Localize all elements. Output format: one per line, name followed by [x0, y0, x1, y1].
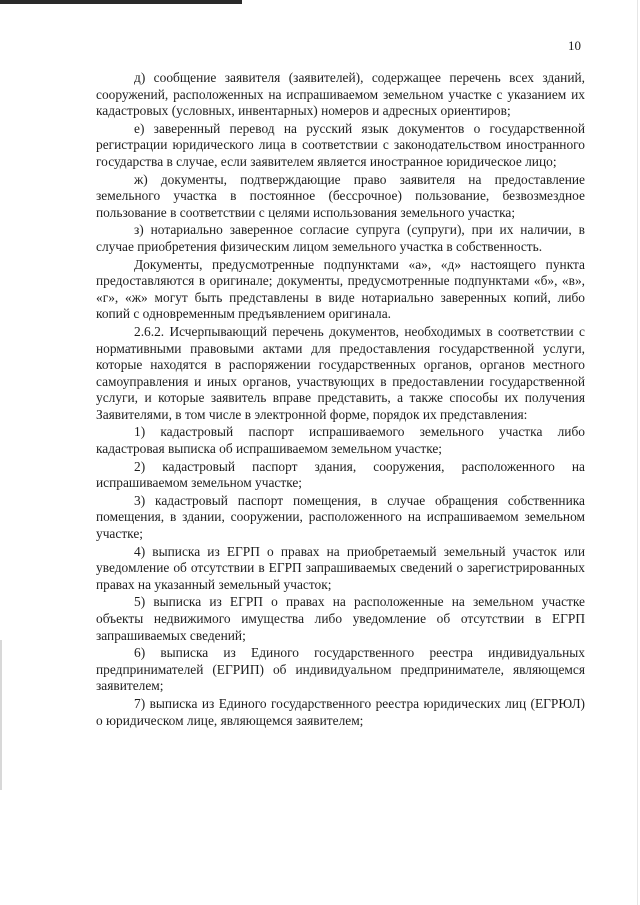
paragraph-d: д) сообщение заявителя (заявителей), содержащее перечень всех зданий, сооружений, расположенных на испрашиваемом земельном участке с указанием их кадастровых (условных, инвентарных) номеров и адресных ориентиров; — [96, 70, 585, 119]
list-item-3: 3) кадастровый паспорт помещения, в случае обращения собственника помещения, в здании, сооружении, расположенного на испрашиваемом земельном участке; — [96, 492, 585, 542]
list-item-1: 1) кадастровый паспорт испрашиваемого земельного участка либо кадастровая выписка об испрашиваемом земельном участке; — [96, 424, 585, 457]
paragraph-documents-note: Документы, предусмотренные подпунктами «а», «д» настоящего пункта предоставляются в оригинале; документы, предусмотренные подпунктами «б», «в», «г», «ж» могут быть представлены в виде нотариально заверенных копий, либо копий с одновременным предъявлением оригинала. — [96, 256, 585, 322]
scan-top-rule — [0, 0, 242, 4]
list-item-6: 6) выписка из Единого государственного реестра индивидуальных предпринимателей (ЕГРИП) об индивидуальном предпринимателе, являющемся заявителем; — [96, 645, 585, 694]
list-item-7: 7) выписка из Единого государственного реестра юридических лиц (ЕГРЮЛ) о юридическом лице, являющемся заявителем; — [96, 695, 585, 728]
list-item-5: 5) выписка из ЕГРП о правах на расположенные на земельном участке объекты недвижимого имущества либо уведомление об отсутствии в ЕГРП запрашиваемых сведений; — [96, 594, 585, 643]
paragraph-e: е) заверенный перевод на русский язык документов о государственной регистрации юридического лица в соответствии с законодательством иностранного государства в случае, если заявителем является иностранное юридическое лицо; — [96, 120, 585, 169]
list-item-4: 4) выписка из ЕГРП о правах на приобретаемый земельный участок или уведомление об отсутствии в ЕГРП запрашиваемых сведений о зарегистрированных правах на указанный земельный участок; — [96, 543, 585, 592]
paragraph-z: з) нотариально заверенное согласие супруга (супруги), при их наличии, в случае приобретения физическим лицом земельного участка в собственность. — [96, 222, 585, 254]
paragraph-zh: ж) документы, подтверждающие право заявителя на предоставление земельного участка в постоянное (бессрочное) пользование, безвозмездное пользование в соответствии с целями использования земельного участка; — [96, 171, 585, 220]
page-number: 10 — [568, 38, 581, 53]
document-body — [96, 70, 585, 729]
list-item-2: 2) кадастровый паспорт здания, сооружения, расположенного на испрашиваемом земельном участке; — [96, 458, 585, 491]
scan-edge-left — [0, 640, 2, 790]
paragraph-2-6-2: 2.6.2. Исчерпывающий перечень документов, необходимых в соответствии с нормативными правовыми актами для предоставления государственной услуги, которые находятся в распоряжении государственных органов, органов местного самоуправления и иных органов, участвующих в предоставлении государственной услуги, и которые заявитель вправе представить, а также способы их получения Заявителями, в том числе в электронной форме, порядок их представления: — [96, 323, 585, 422]
scan-edge-right — [637, 0, 638, 905]
